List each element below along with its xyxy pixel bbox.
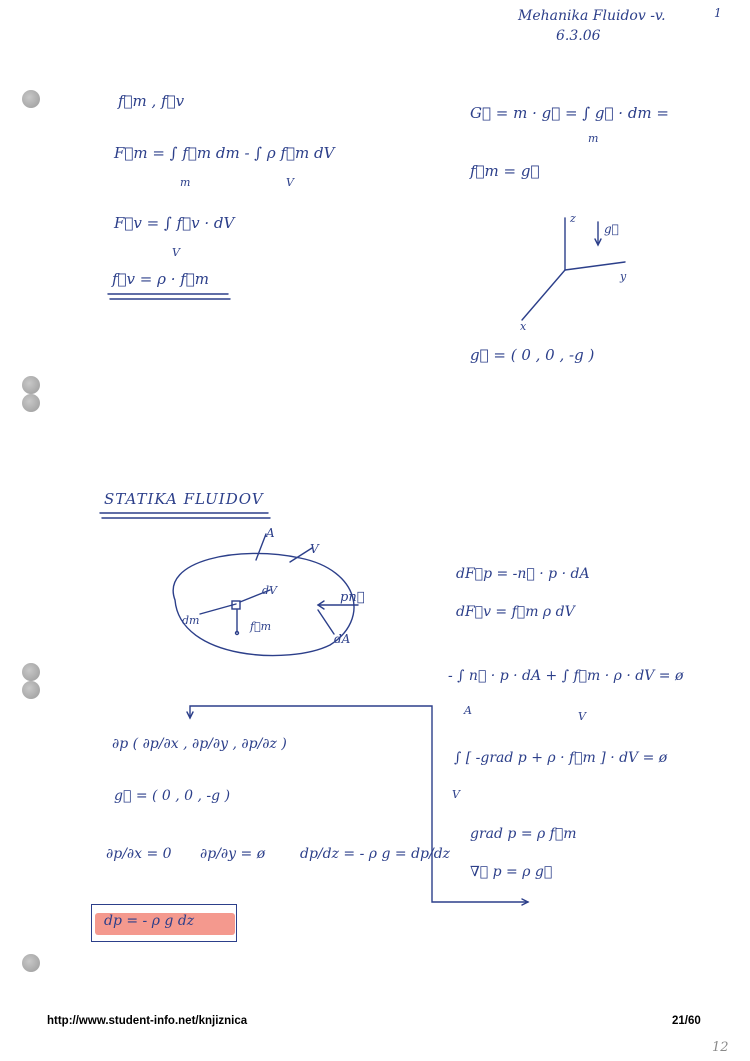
sub-v3: V xyxy=(578,710,586,723)
footer-corner-mark: 12 xyxy=(712,1040,729,1055)
diagram-label-fm: f⃗m xyxy=(250,620,272,633)
connector-arrow xyxy=(190,706,528,902)
diagram-label-da: dA xyxy=(334,632,351,646)
boxed-result-text: dp = - ρ g dz xyxy=(104,913,195,929)
header-date: 6.3.06 xyxy=(556,28,601,44)
axis-x-label: x xyxy=(520,320,527,333)
mass-force-integral: F⃗m = ∫ f⃗m dm - ∫ ρ f⃗m dV xyxy=(114,144,335,162)
diagram-label-dm: dm xyxy=(182,614,200,627)
header-page-number: 1 xyxy=(714,6,722,20)
dv-line xyxy=(240,590,270,602)
pressure-force-element: dF⃗p = -n⃗ · p · dA xyxy=(456,566,590,582)
section-heading: STATIKA FLUIDOV xyxy=(104,490,264,508)
diagram-label-v: V xyxy=(310,542,319,556)
partial-x-eq: ∂p/∂x = 0 xyxy=(106,846,172,862)
g-vector-components: g⃗ = ( 0 , 0 , -g ) xyxy=(470,346,595,364)
nabla-p-equation: ∇⃗ p = ρ g⃗ xyxy=(470,864,553,880)
volume-force-integral: F⃗v = ∫ f⃗v · dV xyxy=(114,214,235,232)
sub-m: m xyxy=(180,176,191,189)
gravity-force-eq: G⃗ = m · g⃗ = ∫ g⃗ · dm = xyxy=(470,104,669,122)
partial-y-eq: ∂p/∂y = ø xyxy=(200,846,266,862)
sub-v2: V xyxy=(172,246,180,259)
volume-force-element: dF⃗v = f⃗m ρ dV xyxy=(456,604,575,620)
diagram-label-pn: pn⃗ xyxy=(340,590,365,605)
sub-a: A xyxy=(464,704,472,717)
fm-arrow-end xyxy=(236,632,239,635)
fv-relation: f⃗v = ρ · f⃗m xyxy=(112,270,210,288)
axis-y-label: y xyxy=(620,270,627,283)
da-pointer xyxy=(318,610,334,634)
axis-z-label: z xyxy=(570,212,576,225)
diagram-label-a: A xyxy=(266,526,275,540)
grad-p-equation: grad p = ρ f⃗m xyxy=(470,826,577,842)
gauss-form-integral: ∫ [ -grad p + ρ · f⃗m ] · dV = ø xyxy=(454,750,668,766)
fm-equals-g: f⃗m = g⃗ xyxy=(470,162,540,180)
diagram-label-dv: dV xyxy=(262,584,277,597)
header-title: Mehanika Fluidov -v. xyxy=(518,8,666,24)
footer-url: http://www.student-info.net/knjiznica xyxy=(47,1015,248,1027)
axis-x xyxy=(522,270,565,320)
sub-m-right: m xyxy=(588,132,599,145)
footer-pages: 21/60 xyxy=(672,1015,701,1027)
partial-z-eq: dp/dz = - ρ g = dp/dz xyxy=(300,846,451,862)
pressure-gradient: ∂p ( ∂p/∂x , ∂p/∂y , ∂p/∂z ) xyxy=(112,736,287,752)
g-vector-components-2: g⃗ = ( 0 , 0 , -g ) xyxy=(114,788,231,804)
force-symbols: f⃗m , f⃗v xyxy=(118,92,185,110)
dm-line xyxy=(200,604,236,614)
equilibrium-integral: - ∫ n⃗ · p · dA + ∫ f⃗m · ρ · dV = ø xyxy=(448,668,684,684)
g-arrow-label: g⃗ xyxy=(604,222,619,236)
axis-y xyxy=(565,262,625,270)
sub-v4: V xyxy=(452,788,460,801)
pointer-a xyxy=(256,534,266,560)
sub-v: V xyxy=(286,176,294,189)
